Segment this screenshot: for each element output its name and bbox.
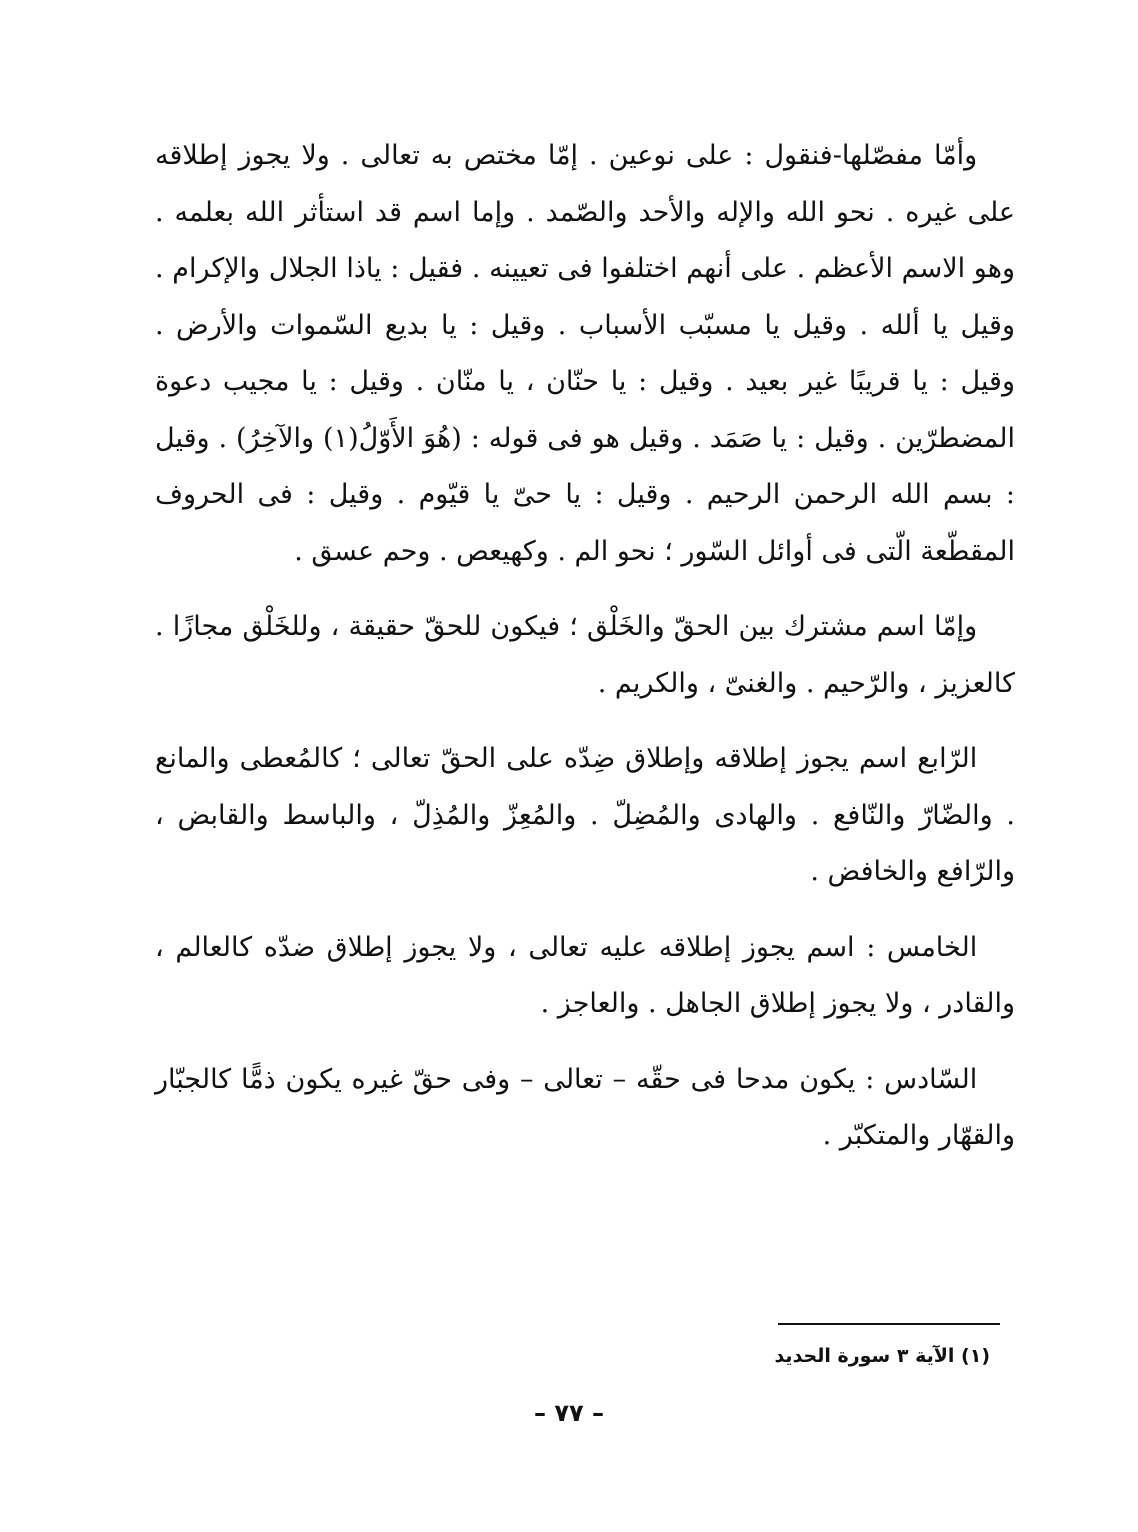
paragraph-sixth-category: السّادس : يكون مدحا فى حقّه – تعالى – وفى حقّ غيره يكون ذمًّا كالجبّار والقهّار والمتكبّر . [155, 1063, 1015, 1151]
paragraph-divine-names: وأمّا مفصّلها-فنقول : على نوعين . إمّا مختص به تعالى . ولا يجوز إطلاقه على غيره . نحو الله والإله والأحد والصّمد . وإما اسم قد استأثر الله بعلمه . وهو الاسم الأعظم . على أنهم اختلفوا فى تعيينه . فقيل : ياذا الجلال والإكرام . وقيل يا ألله . وقيل يا مسبّب الأسباب . وقيل : يا بديع السّموات والأرض . وقيل : يا قريبًا غير بعيد . وقيل : يا حنّان ، يا منّان . وقيل : يا مجيب دعوة المضطرّين . وقيل : يا صَمَد . وقيل هو فى قوله : (هُوَ الأَوّلُ(١) والآخِرُ) . وقيل : بسم الله الرحمن الرحيم . وقيل : يا حىّ يا قيّوم . وقيل : فى الحروف المقطّعة الّتى فى أوائل السّور ؛ نحو الم . وكهيعص . وحم عسق . [155, 140, 1015, 567]
body-text [155, 128, 1015, 1165]
paragraph-fourth-category: الرّابع اسم يجوز إطلاقه وإطلاق ضِدّه على الحقّ تعالى ؛ كالمُعطى والمانع . والضّارّ والنّافع . والهادى والمُضِلّ . والمُعِزّ والمُذِلّ ، والباسط والقابض ، والرّافع والخافض . [155, 743, 1015, 887]
paragraph-fifth-category: الخامس : اسم يجوز إطلاقه عليه تعالى ، ولا يجوز إطلاق ضدّه كالعالم ، والقادر ، ولا يجوز إطلاق الجاهل . والعاجز . [155, 931, 1015, 1019]
footnote-divider [778, 1323, 1000, 1325]
paragraph-shared-name: وإمّا اسم مشترك بين الحقّ والخَلْق ؛ فيكون للحقّ حقيقة ، وللخَلْق مجازًا . كالعزيز ، والرّحيم . والغنىّ ، والكريم . [155, 611, 1015, 699]
footnote: (١) الآية ٣ سورة الحديد [774, 1345, 990, 1367]
page-number: – ٧٧ – [533, 1399, 604, 1427]
